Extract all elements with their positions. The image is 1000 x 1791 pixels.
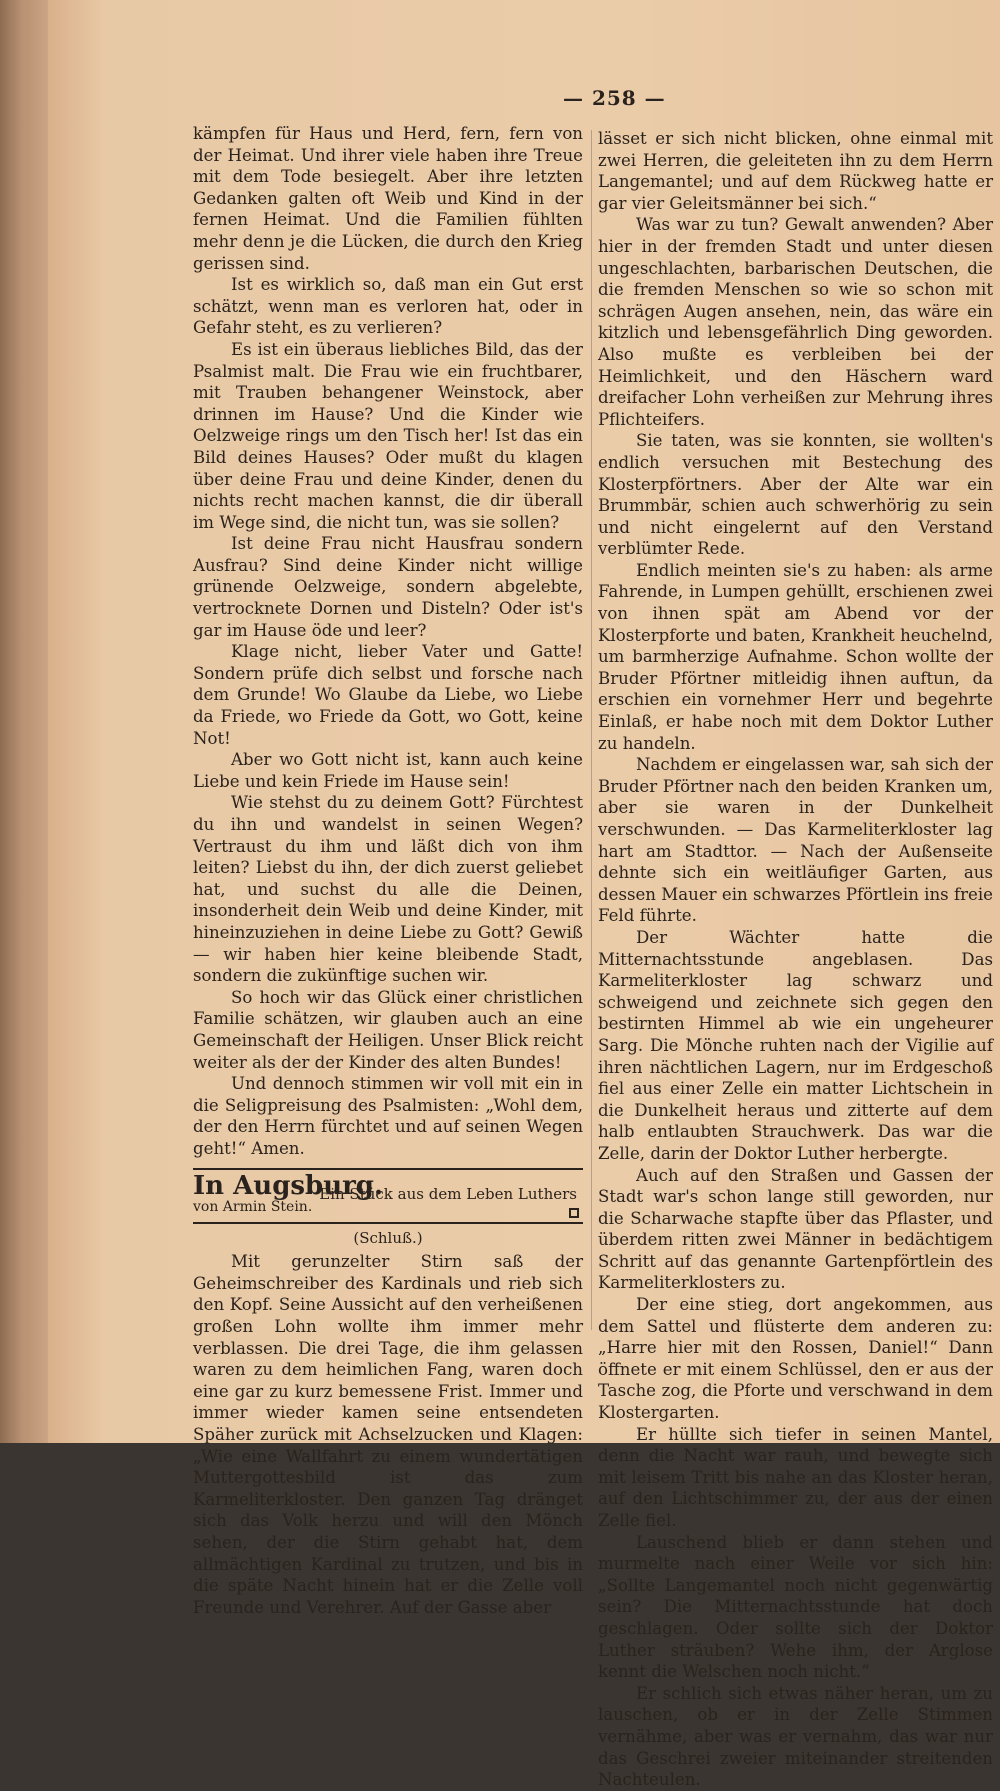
article-subtitle: Ein Stück aus dem Leben Luthers [319,1184,577,1203]
book-spine-edge [0,0,48,1443]
page-number: — 258 — [563,86,666,110]
paragraph: Der Wächter hatte die Mitternachtsstunde angeblasen. Das Karmeliterkloster lag schwarz und schweigend und zeichnete sich gegen den bestirnten Himmel ab wie ein ungeheurer Sarg. Die Mönche ruhten nach der Vigilie auf ihren nächtlichen Lagern, nur im Erdgeschoß fiel aus einer Zelle ein matter Lichtschein in die Dunkelheit heraus und zitterte auf dem halb entlaubten Strauchwerk. Das war die Zelle, darin der Doktor Luther herbergte. [598,927,993,1163]
article-author: von Armin Stein. [193,1199,313,1216]
paragraph: Ist es wirklich so, daß man ein Gut erst schätzt, wenn man es verloren hat, oder in Gefahr steht, es zu verlieren? [193,275,583,338]
article-title: In Augsburg. [193,1170,384,1201]
paragraph: Er hüllte sich tiefer in seinen Mantel, denn die Nacht war rauh, und bewegte sich mit leisem Tritt bis nahe an das Kloster heran, auf den Lichtschimmer zu, der aus der einen Zelle fiel. [598,1424,993,1530]
paragraph: Der eine stieg, dort angekommen, aus dem Sattel und flüsterte dem anderen zu: „Harre hier mit den Rossen, Daniel!“ Dann öffnete er mit einem Schlüssel, den er aus der Tasche zog, die Pforte und verschwand in dem Klostergarten. [598,1295,993,1423]
paragraph: Aber wo Gott nicht ist, kann auch keine Liebe und kein Friede im Hause sein! [193,750,583,791]
paragraph: Was war zu tun? Gewalt anwenden? Aber hier in der fremden Stadt und unter diesen ungeschlachten, barbarischen Deutschen, die die fremden Menschen so wie so schon mit schrägen Augen ansehen, nein, das wäre ein kitzlich und lebensgefährlich Ding geworden. Also mußte es verbleiben bei der Heimlichkeit, und den Häschern ward dreifacher Lohn verheißen zur Mehrung ihres Pflichteifers. [598,215,993,429]
paragraph: Mit gerunzelter Stirn saß der Geheimschreiber des Kardinals und rieb sich den Kopf. Seine Aussicht auf den verheißenen großen Lohn wollte ihm immer mehr verblassen. Die drei Tage, die ihm gelassen waren zu dem heimlichen Fang, waren doch eine gar zu kurz bemessene Frist. Immer und immer wieder kamen seine entsendeten Späher zurück mit Achselzucken und Klagen: „Wie eine Wallfahrt zu einem wundertätigen Muttergottesbild ist das zum Karmeliterkloster. Den ganzen Tag dränget sich das Volk herzu und will den Mönch sehen, der die Stirn gehabt hat, dem allmächtigen Kardinal zu trutzen, und bis in die späte Nacht hinein hat er die Zelle voll Freunde und Verehrer. Auf der Gasse aber [193,1252,583,1617]
paragraph: Ist deine Frau nicht Hausfrau sondern Ausfrau? Sind deine Kinder nicht willige grünende Oelzweige, sondern abgelebte, vertrocknete Dornen und Disteln? Oder ist's gar im Hause öde und leer? [193,534,583,640]
paragraph: So hoch wir das Glück einer christlichen Familie schätzen, wir glauben auch an eine Gemeinschaft der Heiligen. Unser Blick reicht weiter als der der Kinder des alten Bundes! [193,987,583,1072]
paragraph: Wie stehst du zu deinem Gott? Fürchtest du ihn und wandelst in seinen Wegen? Vertraust du ihm und läßt dich von ihm leiten? Liebst du ihn, der dich zuerst geliebet hat, und suchst du alle die Deinen, insonderheit dein Weib und deine Kinder, mit hineinzuziehen in deine Liebe zu Gott? Gewiß — wir haben hier keine bleibende Stadt, sondern die zukünftige suchen wir. [193,793,583,986]
article-rule [193,1222,583,1224]
paragraph: Er schlich sich etwas näher heran, um zu lauschen, ob er in der Zelle Stimmen vernähme, aber was er vernahm, das war nur das Geschrei zweier miteinander streitenden Nachteulen. [598,1683,993,1790]
square-ornament-icon [569,1208,579,1218]
column-divider [591,130,592,1330]
paragraph: Klage nicht, lieber Vater und Gatte! Sondern prüfe dich selbst und forsche nach dem Grunde! Wo Glaube da Liebe, wo Liebe da Friede, wo Friede da Gott, wo Gott, keine Not! [193,642,583,748]
paragraph: Auch auf den Straßen und Gassen der Stadt war's schon lange still geworden, nur die Scharwache stapfte über das Pflaster, und überdem ritten zwei Männer in bedächtigem Schritt auf das genannte Gartenpförtlein des Karmeliterklosters zu. [598,1165,993,1293]
book-page [48,0,1000,1790]
paragraph: Sie taten, was sie konnten, sie wollten's endlich versuchen mit Bestechung des Klosterpförtners. Aber der Alte war ein Brummbär, schien auch schwerhörig zu sein und nicht eingelernt auf den Verstand verblümter Rede. [598,431,993,559]
right-column [598,128,993,1791]
continuation-note: (Schluß.) [353,1228,423,1247]
paragraph: Und dennoch stimmen wir voll mit ein in die Seligpreisung des Psalmisten: „Wohl dem, der den Herrn fürchtet und auf seinen Wegen geht!“ Amen. [193,1074,583,1158]
paragraph: lässet er sich nicht blicken, ohne einmal mit zwei Herren, die geleiteten ihn zu dem Herrn Langemantel; und auf dem Rückweg hatte er gar vier Geleitsmänner bei sich.“ [598,129,993,213]
paragraph: kämpfen für Haus und Herd, fern, fern von der Heimat. Und ihrer viele haben ihre Treue mit dem Tode besiegelt. Aber ihre letzten Gedanken galten oft Weib und Kind in der fernen Heimat. Und die Familien fühlten mehr denn je die Lücken, die durch den Krieg gerissen sind. [193,124,583,273]
paragraph: Lauschend blieb er dann stehen und murmelte nach einer Weile vor sich hin: „Sollte Langemantel noch nicht gegenwärtig sein? Die Mitternachtsstunde hat doch geschlagen. Oder sollte sich der Doktor Luther sträuben? Wehe ihm, der Arglose kennt die Welschen noch nicht.“ [598,1532,993,1682]
paragraph: Es ist ein überaus liebliches Bild, das der Psalmist malt. Die Frau wie ein fruchtbarer, mit Trauben behangener Weinstock, aber drinnen im Hause? Und die Kinder wie Oelzweige rings um den Tisch her! Ist das ein Bild deines Hauses? Oder mußt du klagen über deine Frau und deine Kinder, denen du nichts recht machen kannst, die dir überall im Wege sind, die nicht tun, was sie sollen? [193,339,583,532]
paragraph: Nachdem er eingelassen war, sah sich der Bruder Pförtner nach den beiden Kranken um, aber sie waren in der Dunkelheit verschwunden. — Das Karmeliterkloster lag hart am Stadttor. — Nach der Außenseite dehnte sich ein weitläufiger Garten, aus dessen Mauer ein schwarzes Pförtlein ins freie Feld führte. [598,755,993,926]
paragraph: Endlich meinten sie's zu haben: als arme Fahrende, in Lumpen gehüllt, erschienen zwei von ihnen spät am Abend vor der Klosterpforte und baten, Krankheit heuchelnd, um barmherzige Aufnahme. Schon wollte der Bruder Pförtner mitleidig ihnen auftun, da erschien ein vornehmer Herr und begehrte Einlaß, er habe noch mit dem Doktor Luther zu handeln. [598,560,993,753]
left-column [193,123,583,1618]
article-header [193,1168,583,1224]
